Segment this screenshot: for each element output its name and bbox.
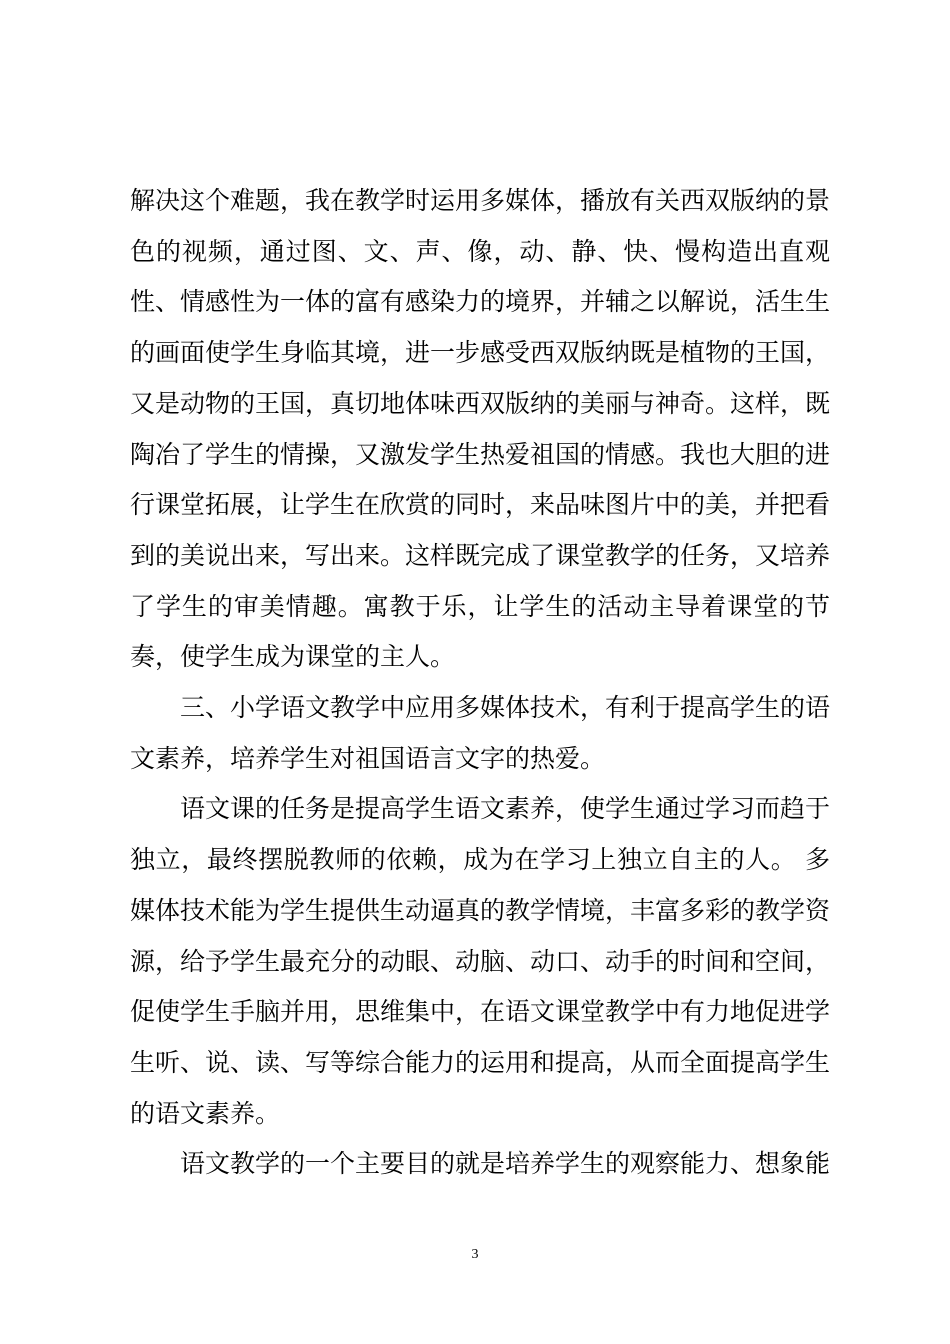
paragraph-1: 解决这个难题，我在教学时运用多媒体，播放有关西双版纳的景色的视频，通过图、文、声、像，动、静、快、慢构造出直观性、情感性为一体的富有感染力的境界，并辅之以解说，活生生的画面使学生身临其境，进一步感受西双版纳既是植物的王国，又是动物的王国，真切地体味西双版纳的美丽与神奇。这样，既陶冶了学生的情操，又激发学生热爱祖国的情感。我也大胆的进行课堂拓展，让学生在欣赏的同时，来品味图片中的美，并把看到的美说出来，写出来。这样既完成了课堂教学的任务，又培养了学生的审美情趣。寓教于乐，让学生的活动主导着课堂的节奏，使学生成为课堂的主人。 [130, 186, 831, 672]
paragraph-3: 语文课的任务是提高学生语文素养，使学生通过学习而趋于独立，最终摆脱教师的依赖，成为在学习上独立自主的人。 多媒体技术能为学生提供生动逼真的教学情境，丰富多彩的教学资源，给予学生最充分的动眼、动脑、动口、动手的时间和空间，促使学生手脑并用，思维集中，在语文课堂教学中有力地促进学生听、说、读、写等综合能力的运用和提高，从而全面提高学生的语文素养。 [130, 794, 831, 1128]
body-text [130, 176, 830, 1190]
page-number: 3 [471, 1247, 479, 1262]
paragraph-4: 语文教学的一个主要目的就是培养学生的观察能力、想象能 [180, 1149, 831, 1179]
paragraph-2: 三、小学语文教学中应用多媒体技术，有利于提高学生的语文素养，培养学生对祖国语言文字的热爱。 [130, 693, 831, 773]
